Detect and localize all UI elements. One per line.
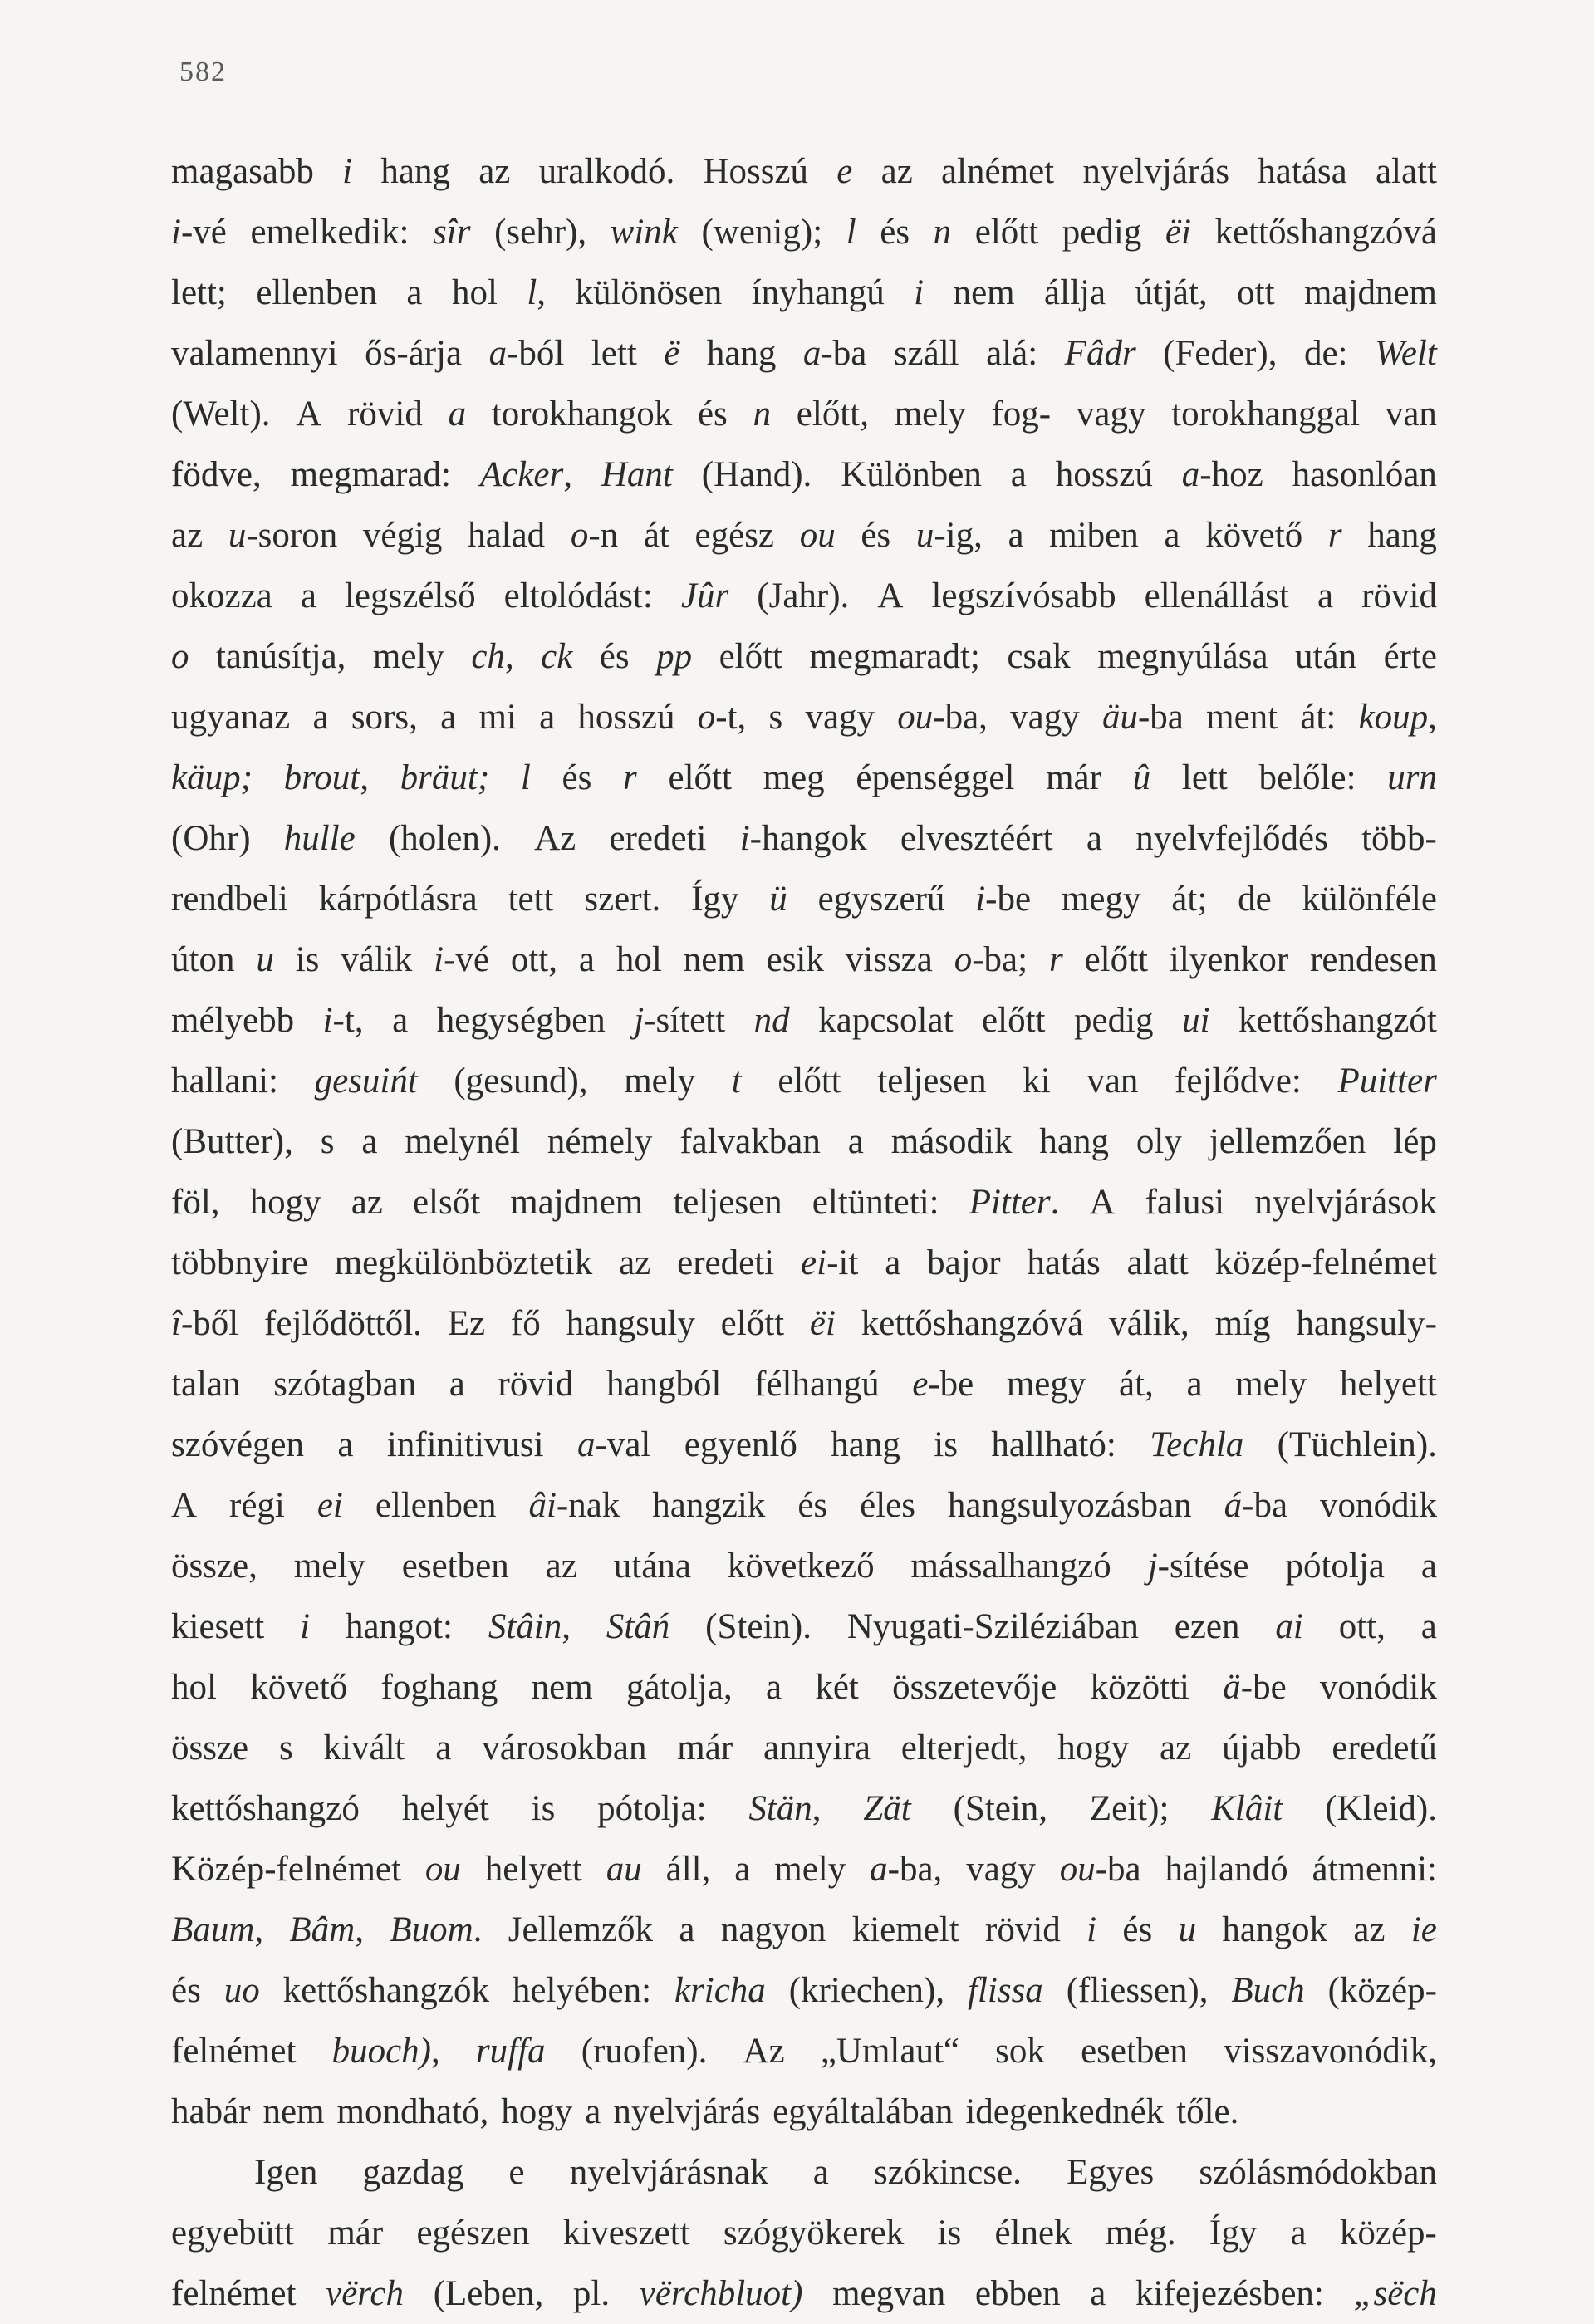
text-line: kiesett i hangot: Stâin, Stâń (Stein). Nyugati-Sziléziában ezen ai ott, a	[171, 1607, 1437, 1646]
text-line: käup; brout, bräut; l és r előtt meg épenséggel már û lett belőle: urn	[171, 758, 1437, 797]
text-line: Baum, Bâm, Buom. Jellemzők a nagyon kiemelt rövid i és u hangok az ie	[171, 1910, 1437, 1949]
text-line: habár nem mondható, hogy a nyelvjárás egyáltalában idegenkednék tőle.	[171, 2092, 1239, 2131]
text-line: (Ohr) hulle (holen). Az eredeti i-hangok elvesztéért a nyelvfejlődés több-	[171, 819, 1437, 858]
text-line: (Welt). A rövid a torokhangok és n előtt, mely fog- vagy torokhanggal van	[171, 395, 1437, 434]
text-line: össze s kivált a városokban már annyira elterjedt, hogy az újabb eredetű	[171, 1728, 1437, 1768]
text-line: lett; ellenben a hol l, különösen ínyhangú i nem állja útját, ott majdnem	[171, 273, 1437, 312]
text-line: szóvégen a infinitivusi a-val egyenlő hang is hallható: Techla (Tüchlein).	[171, 1425, 1437, 1464]
text-line: talan szótagban a rövid hangból félhangú e-be megy át, a mely helyett	[171, 1365, 1437, 1404]
text-line: A régi ei ellenben âi-nak hangzik és éles hangsulyozásban á-ba vonódik	[171, 1486, 1437, 1525]
text-line: mélyebb i-t, a hegységben j-sített nd kapcsolat előtt pedig ui kettőshangzót	[171, 1001, 1437, 1040]
text-line: föl, hogy az elsőt majdnem teljesen eltünteti: Pitter. A falusi nyelvjárások	[171, 1183, 1437, 1222]
text-line: felnémet vërch (Leben, pl. vërchbluot) megvan ebben a kifejezésben: „sëch	[171, 2274, 1437, 2313]
text-line: össze, mely esetben az utána következő mássalhangzó j-sítése pótolja a	[171, 1547, 1437, 1586]
text-line: magasabb i hang az uralkodó. Hosszú e az alnémet nyelvjárás hatása alatt	[171, 152, 1437, 191]
text-line: felnémet buoch), ruffa (ruofen). Az „Umlaut“ sok esetben visszavonódik,	[171, 2032, 1437, 2071]
page-number: 582	[179, 56, 227, 87]
text-line: és uo kettőshangzók helyében: kricha (kriechen), flissa (fliessen), Buch (közép-	[171, 1971, 1437, 2010]
text-line: úton u is válik i-vé ott, a hol nem esik vissza o-ba; r előtt ilyenkor rendesen	[171, 940, 1437, 979]
text-line: hol követő foghang nem gátolja, a két összetevője közötti ä-be vonódik	[171, 1668, 1437, 1707]
text-line: az u-soron végig halad o-n át egész ou és u-ig, a miben a követő r hang	[171, 516, 1437, 555]
text-line: Igen gazdag e nyelvjárásnak a szókincse. Egyes szólásmódokban	[254, 2153, 1437, 2192]
text-line: Közép-felnémet ou helyett au áll, a mely a-ba, vagy ou-ba hajlandó átmenni:	[171, 1850, 1437, 1889]
text-line: többnyire megkülönböztetik az eredeti ei-it a bajor hatás alatt közép-felnémet	[171, 1243, 1437, 1282]
text-line: î-ből fejlődöttől. Ez fő hangsuly előtt ëi kettőshangzóvá válik, míg hangsuly-	[171, 1304, 1437, 1343]
text-line: födve, megmarad: Acker, Hant (Hand). Különben a hosszú a-hoz hasonlóan	[171, 455, 1437, 494]
body-text	[171, 141, 1437, 2324]
text-line: (Butter), s a melynél némely falvakban a második hang oly jellemzően lép	[171, 1122, 1437, 1161]
text-line: ugyanaz a sors, a mi a hosszú o-t, s vagy ou-ba, vagy äu-ba ment át: koup,	[171, 698, 1437, 737]
text-line: egyebütt már egészen kiveszett szógyökerek is élnek még. Így a közép-	[171, 2214, 1437, 2253]
text-line: okozza a legszélső eltolódást: Jûr (Jahr). A legszívósabb ellenállást a rövid	[171, 576, 1437, 615]
text-line: i-vé emelkedik: sîr (sehr), wink (wenig); l és n előtt pedig ëi kettőshangzóvá	[171, 213, 1437, 252]
text-line: kettőshangzó helyét is pótolja: Stän, Zät (Stein, Zeit); Klâit (Kleid).	[171, 1789, 1437, 1828]
text-line: rendbeli kárpótlásra tett szert. Így ü egyszerű i-be megy át; de különféle	[171, 880, 1437, 919]
text-line: o tanúsítja, mely ch, ck és pp előtt megmaradt; csak megnyúlása után érte	[171, 637, 1437, 676]
text-line: hallani: gesuińt (gesund), mely t előtt teljesen ki van fejlődve: Puitter	[171, 1061, 1437, 1101]
text-line: valamennyi ős-árja a-ból lett ë hang a-ba száll alá: Fâdr (Feder), de: Welt	[171, 334, 1437, 373]
